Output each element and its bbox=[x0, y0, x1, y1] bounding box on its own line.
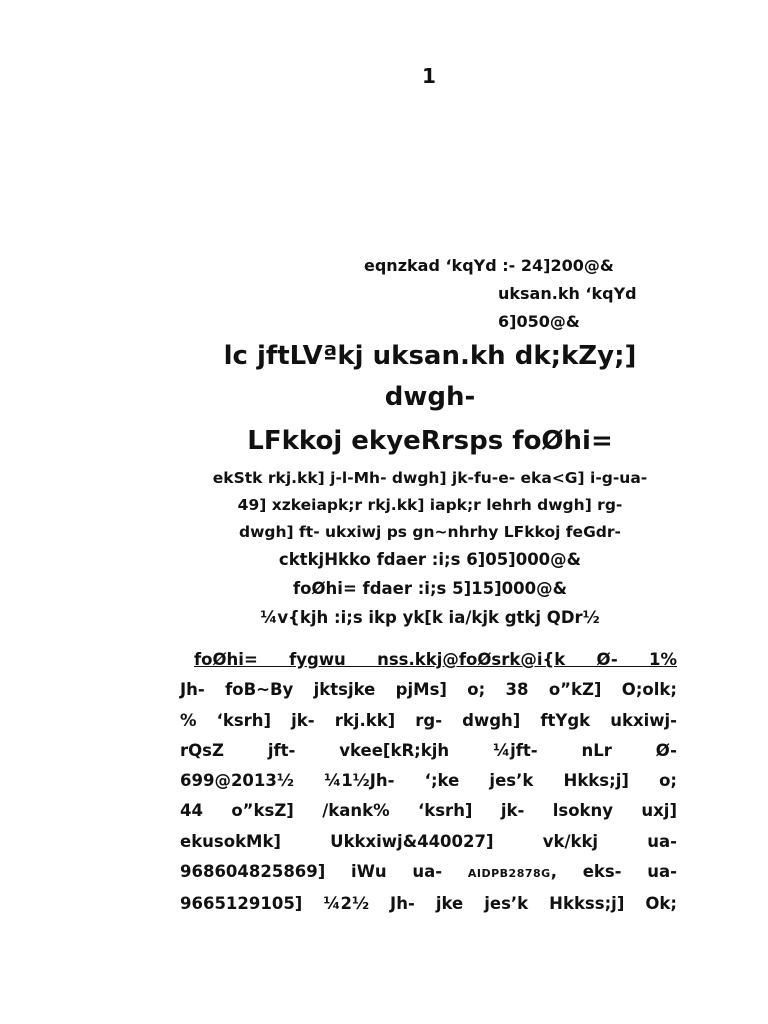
page-number: 1 bbox=[422, 64, 436, 88]
seller-heading: foØhi= fygwu nss.kkj@foØsrk@i{k Ø- 1% bbox=[194, 650, 677, 669]
mobile-label: , eks- ua- bbox=[550, 862, 677, 882]
document-title: LFkkoj ekyeRrsps foØhi= bbox=[247, 426, 613, 456]
property-desc-line-1: ekStk rkj.kk] j-l-Mh- dwgh] jk-fu-e- eka<G] i-g-ua- bbox=[212, 469, 648, 487]
body-line: 9665129105] ¼2½ Jh- jke jes’k Hkkss;j] Ok; bbox=[180, 894, 677, 914]
seller-details bbox=[180, 645, 677, 920]
market-value: cktkjHkko fdaer :i;s 6]05]000@& bbox=[278, 550, 582, 569]
aadhaar-number: 968604825869] iWu ua- bbox=[180, 862, 468, 882]
body-line bbox=[180, 857, 677, 889]
fee-block bbox=[364, 252, 637, 336]
notice-fee-value: 6]050@& bbox=[498, 312, 580, 331]
office-location: dwgh- bbox=[384, 382, 476, 412]
property-desc-line-3: dwgh] ft- ukxiwj ps gn~nhrhy LFkkoj feGdr- bbox=[239, 523, 621, 541]
pan-number: AIDPB2878G bbox=[467, 867, 551, 881]
body-line: rQsZ jft- vkee[kR;kjh ¼jft- nLr Ø- bbox=[180, 740, 677, 760]
court-fee: eqnzkad ‘kqYd :- 24]200@& bbox=[364, 256, 614, 275]
body-line: Jh- foB~By jktsjke pjMs] o; 38 o”kZ] O;olk; bbox=[180, 680, 677, 700]
title-block bbox=[170, 336, 690, 632]
body-line: ekusokMk] Ukkxiwj&440027] vk/kkj ua- bbox=[180, 831, 677, 851]
office-title: lc jftLVªkj uksan.kh dk;kZy;] bbox=[223, 341, 637, 371]
sale-value-words: ¼v{kjh :i;s ikp yk[k ia/kjk gtkj QDr½ bbox=[260, 608, 600, 627]
body-line: 699@2013½ ¼1½Jh- ‘;ke jes’k Hkks;j] o; bbox=[180, 771, 677, 791]
sale-value: foØhi= fdaer :i;s 5]15]000@& bbox=[293, 579, 567, 598]
body-line: % ‘ksrh] jk- rkj.kk] rg- dwgh] ftYgk ukxiwj- bbox=[180, 710, 677, 730]
body-line: 44 o”ksZ] /kank% ‘ksrh] jk- lsokny uxj] bbox=[180, 801, 677, 821]
property-desc-line-2: 49] xzkeiapk;r rkj.kk] iapk;r lehrh dwgh] rg- bbox=[237, 496, 623, 514]
notice-fee-label: uksan.kh ‘kqYd bbox=[498, 284, 637, 303]
